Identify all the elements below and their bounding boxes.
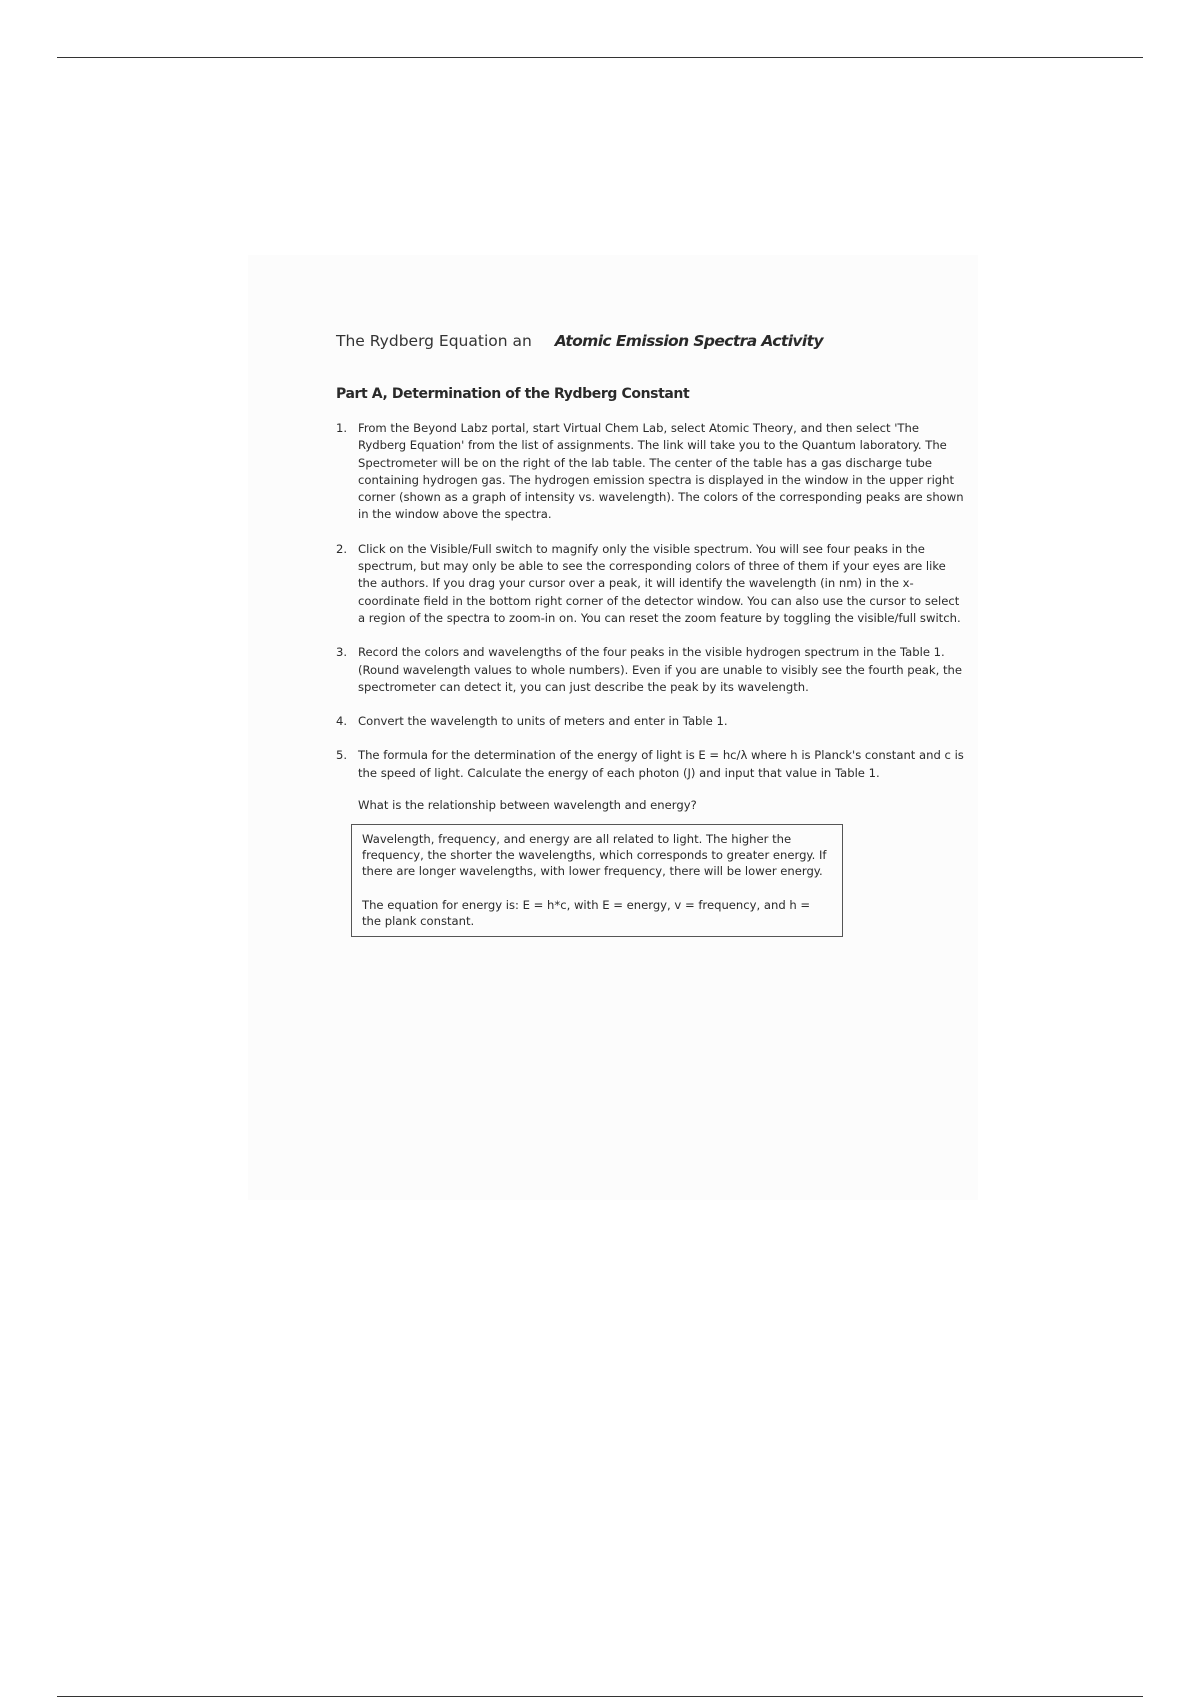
answer-paragraph: The equation for energy is: E = h*c, with E = energy, v = frequency, and h = the plank constant. xyxy=(362,897,811,928)
step-text: Click on the Visible/Full switch to magnify only the visible spectrum. You will see four peaks in the spectrum, but may only be able to see the corresponding colors of three of them if your eyes are like the authors. If you drag your cursor over a peak, it will identify the wavelength (in nm) in the x-coordinate field in the bottom right corner of the detector window. You can also use the cursor to select a region of the spectra to zoom-in on. You can reset the zoom feature by toggling the visible/full switch. xyxy=(358,541,961,625)
top-rule xyxy=(57,57,1143,58)
list-item xyxy=(336,420,966,524)
document-title xyxy=(336,330,966,352)
step-number: 4. xyxy=(336,714,348,729)
step-text: Convert the wavelength to units of meters and enter in Table 1. xyxy=(358,714,728,729)
list-item xyxy=(336,541,966,627)
step-number: 3. xyxy=(336,645,348,660)
step-text: The formula for the determination of the energy of light is E = hc/λ where h is Planck's constant and c is the speed of light. Calculate the energy of each photon (J) and input that value in Table 1. xyxy=(358,748,964,780)
section-heading: Part A, Determination of the Rydberg Constant xyxy=(336,386,690,402)
list-item xyxy=(336,713,966,730)
question-text: What is the relationship between wavelength and energy? xyxy=(358,798,697,813)
document-content xyxy=(336,330,966,937)
list-item xyxy=(336,747,966,782)
step-number: 5. xyxy=(336,748,348,763)
list-item xyxy=(336,644,966,696)
title-part2: Atomic Emission Spectra Activity xyxy=(554,332,823,350)
step-text: From the Beyond Labz portal, start Virtual Chem Lab, select Atomic Theory, and then select 'The Rydberg Equation' from the list of assignments. The link will take you to the Quantum laboratory. The Spectrometer will be on the right of the lab table. The center of the table has a gas discharge tube containing hydrogen gas. The hydrogen emission spectra is displayed in the window in the upper right corner (shown as a graph of intensity vs. wavelength). The colors of the corresponding peaks are shown in the window above the spectra. xyxy=(358,421,964,522)
step-number: 1. xyxy=(336,421,348,435)
step-text: Record the colors and wavelengths of the four peaks in the visible hydrogen spectrum in the Table 1. (Round wavelength values to whole numbers). Even if you are unable to visibly see the fourth peak, the spectrometer can detect it, you can just describe the peak by its wavelength. xyxy=(358,645,963,694)
steps-list xyxy=(336,420,966,782)
step-number: 2. xyxy=(336,541,348,556)
answer-paragraph: Wavelength, frequency, and energy are all related to light. The higher the frequency, the shorter the wavelengths, which corresponds to greater energy. If there are longer wavelengths, with lower frequency, there will be lower energy. xyxy=(362,832,827,879)
answer-box xyxy=(351,824,843,937)
bottom-rule xyxy=(57,1696,1143,1697)
title-part1: The Rydberg Equation an xyxy=(336,332,532,350)
